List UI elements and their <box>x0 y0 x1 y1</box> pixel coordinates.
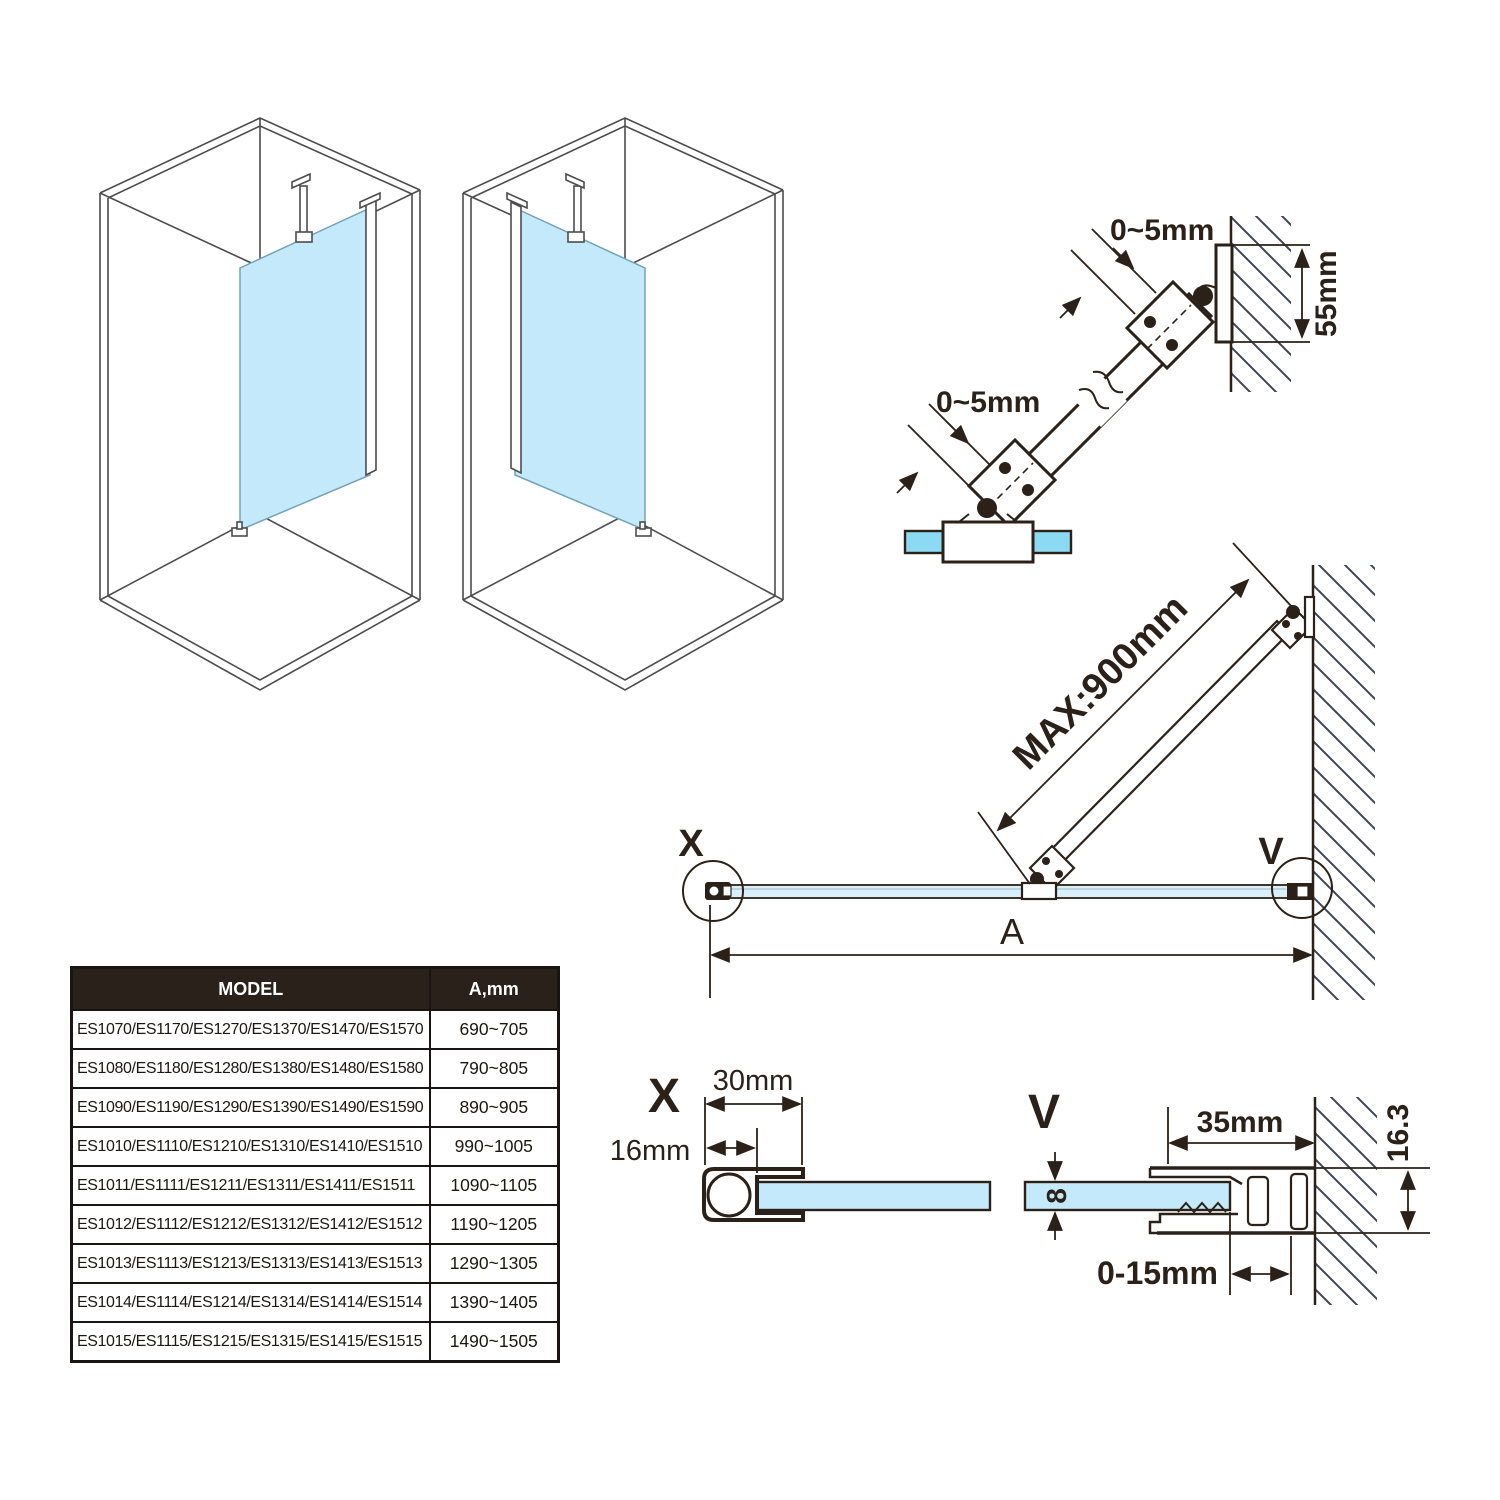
table-row <box>72 1322 559 1362</box>
table-row <box>72 1166 559 1205</box>
glass-clamp-body <box>943 522 1033 562</box>
model-cell: ES1014/ES1114/ES1214/ES1314/ES1414/ES1514 <box>72 1283 430 1322</box>
table-row <box>72 1088 559 1127</box>
model-cell: ES1011/ES1111/ES1211/ES1311/ES1411/ES1511 <box>72 1166 430 1205</box>
support-bar-plan <box>1039 621 1289 874</box>
wall-hatch <box>1231 216 1291 392</box>
wall-hatch <box>1313 565 1375 1000</box>
glass-clamp <box>296 232 312 242</box>
model-table <box>70 966 560 1363</box>
wall-profile <box>366 199 376 475</box>
a-mm-cell: 890~905 <box>430 1088 559 1127</box>
plan-view <box>678 543 1375 1000</box>
wall-hatch <box>1315 1097 1377 1305</box>
a-mm-cell: 1090~1105 <box>430 1166 559 1205</box>
model-table-header <box>72 968 559 1011</box>
column-header-model: MODEL <box>72 968 430 1011</box>
table-row <box>72 1049 559 1088</box>
wall-plate-plan <box>1305 597 1314 637</box>
wall-profile <box>511 202 521 473</box>
glass-thickness-label: 8 <box>1041 1188 1072 1204</box>
a-mm-cell: 1390~1405 <box>430 1283 559 1322</box>
model-cell: ES1070/ES1170/ES1270/ES1370/ES1470/ES1570 <box>72 1010 430 1049</box>
glass-plan <box>718 885 1313 898</box>
a-mm-cell: 690~705 <box>430 1010 559 1049</box>
v-height-label: 16.3 <box>1382 1103 1415 1163</box>
x-offset-label: 16mm <box>609 1135 691 1167</box>
x-width-label: 30mm <box>712 1065 794 1097</box>
table-row <box>72 1205 559 1244</box>
glass-section <box>757 1182 990 1210</box>
max-length-label: MAX:900mm <box>1005 587 1197 779</box>
table-row <box>72 1283 559 1322</box>
section-detail-x <box>610 1065 1230 1240</box>
section-v-label: V <box>1027 1086 1061 1139</box>
plate-height-label: 55mm <box>1310 250 1343 337</box>
table-row <box>72 1010 559 1049</box>
a-mm-cell: 1190~1205 <box>430 1205 559 1244</box>
table-row <box>72 1244 559 1283</box>
a-mm-cell: 990~1005 <box>430 1127 559 1166</box>
model-cell: ES1090/ES1190/ES1290/ES1390/ES1490/ES1590 <box>72 1088 430 1127</box>
v-width-label: 35mm <box>1196 1106 1284 1139</box>
ceiling-support-bar <box>574 186 581 234</box>
model-cell: ES1015/ES1115/ES1215/ES1315/ES1415/ES1515 <box>72 1322 430 1362</box>
profile-tube <box>708 1174 750 1216</box>
isometric-view-left <box>100 118 420 690</box>
gap-bottom-label: 0~5mm <box>936 386 1041 419</box>
glass-clamp <box>568 232 584 242</box>
ceiling-support-bar <box>300 186 307 234</box>
glass-stub-right <box>1033 531 1071 553</box>
pivot-top <box>1193 286 1213 306</box>
profile-chamber <box>1248 1177 1268 1225</box>
model-cell: ES1010/ES1110/ES1210/ES1310/ES1410/ES1510 <box>72 1127 430 1166</box>
glass-clamp-plan <box>1022 883 1056 899</box>
callout-x-label: X <box>678 823 704 865</box>
model-cell: ES1080/ES1180/ES1280/ES1380/ES1480/ES1580 <box>72 1049 430 1088</box>
model-cell: ES1013/ES1113/ES1213/ES1313/ES1413/ES1513 <box>72 1244 430 1283</box>
callout-v-label: V <box>1258 831 1284 873</box>
glass-stub-left <box>905 531 943 553</box>
v-adjust-label: 0-15mm <box>1097 1255 1218 1291</box>
table-row <box>72 1127 559 1166</box>
a-mm-cell: 1490~1505 <box>430 1322 559 1362</box>
width-a-label: A <box>999 911 1025 952</box>
support-bar-detail <box>897 214 1343 562</box>
column-header-a-mm: A,mm <box>430 968 559 1011</box>
section-x-label: X <box>647 1070 681 1123</box>
pivot-bottom <box>977 498 997 518</box>
gap-top-label: 0~5mm <box>1110 214 1215 247</box>
a-mm-cell: 1290~1305 <box>430 1244 559 1283</box>
isometric-view-right <box>463 118 783 690</box>
profile-chamber <box>1291 1174 1307 1229</box>
wall-plate <box>1216 245 1232 342</box>
a-mm-cell: 790~805 <box>430 1049 559 1088</box>
model-cell: ES1012/ES1112/ES1212/ES1312/ES1412/ES1512 <box>72 1205 430 1244</box>
